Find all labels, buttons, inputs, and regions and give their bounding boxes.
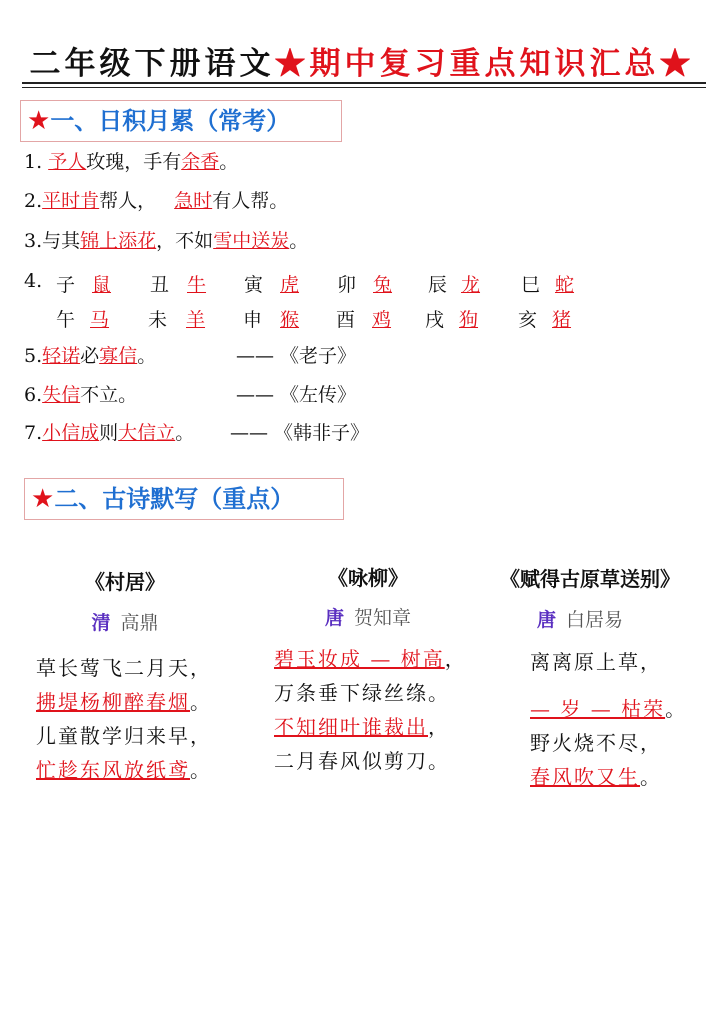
answer-blank: 予人 — [48, 151, 87, 173]
section-label: 一、日积月累（常考） — [50, 106, 291, 135]
answer-blank: 余香 — [181, 151, 220, 173]
saying-text: ，不如 — [156, 230, 214, 252]
poem-title: 《村居》 — [85, 570, 165, 594]
item-number: 7. — [24, 422, 43, 444]
answer-blank: 轻诺 — [42, 345, 81, 367]
answer-blank: 失信 — [42, 384, 81, 406]
quote-text: 则 — [99, 422, 119, 444]
poem-line — [36, 754, 212, 783]
zodiac-branch: 辰 — [428, 274, 448, 296]
saying-text: 玫瑰，手有 — [86, 151, 182, 173]
poem-line — [274, 643, 467, 672]
answer-blank: 大信立 — [118, 422, 176, 444]
answer-blank: 寡信 — [99, 345, 138, 367]
saying-text: 。 — [289, 230, 309, 252]
zodiac-animal: 兔 — [373, 274, 393, 296]
zodiac-animal: 牛 — [187, 274, 207, 296]
quote-text: 不立。 — [80, 384, 138, 406]
zodiac-animal: 猴 — [280, 309, 300, 331]
poem-line — [274, 711, 450, 740]
poem-punct: 。 — [190, 758, 212, 782]
zodiac-branch: 卯 — [337, 274, 357, 296]
item-number: 5. — [24, 345, 43, 367]
zodiac-branch: 午 — [56, 309, 76, 331]
quote-text: 必 — [80, 345, 100, 367]
answer-blank: — 岁 — 枯荣 — [530, 697, 666, 721]
zodiac-animal: 鼠 — [92, 274, 112, 296]
poem-line — [36, 686, 212, 715]
page-title — [0, 38, 724, 83]
answer-blank: 锦上添花 — [80, 230, 157, 252]
poem-author — [480, 605, 680, 632]
author-name: 白居易 — [566, 609, 624, 631]
zodiac-branch: 酉 — [336, 309, 356, 331]
zodiac-animal: 虎 — [280, 274, 300, 296]
saying-text: 有人帮。 — [212, 190, 289, 212]
quote-source: —— 《左传》 — [236, 384, 357, 406]
zodiac-animal: 蛇 — [555, 274, 575, 296]
answer-blank: 小信成 — [42, 422, 100, 444]
saying-text: 与其 — [42, 230, 81, 252]
zodiac-branch: 寅 — [244, 274, 264, 296]
poem-line: 万条垂下绿丝绦。 — [274, 681, 450, 705]
author-name: 高鼎 — [120, 612, 159, 634]
poem-punct: 。 — [665, 697, 688, 721]
zodiac-animal: 羊 — [186, 309, 206, 331]
dynasty: 清 — [91, 612, 111, 634]
poem-author — [268, 603, 468, 630]
zodiac-branch: 丑 — [150, 274, 170, 296]
answer-blank: 雪中送炭 — [213, 230, 290, 252]
star-icon: ★ — [27, 106, 51, 136]
author-name: 贺知章 — [354, 607, 412, 629]
saying-line-3 — [24, 229, 308, 253]
answer-blank: 平时肯 — [42, 190, 100, 212]
answer-blank: 拂堤杨柳醉春烟 — [36, 690, 190, 714]
section-label: 二、古诗默写（重点） — [54, 484, 295, 513]
zodiac-animal: 龙 — [461, 274, 481, 296]
saying-text: 。 — [219, 151, 239, 173]
poem-line — [530, 693, 687, 722]
zodiac-branch: 巳 — [521, 274, 541, 296]
dynasty: 唐 — [536, 609, 556, 631]
zodiac-animal: 鸡 — [372, 309, 392, 331]
title-rule-thin — [22, 87, 706, 88]
poem-line: 儿童散学归来早， — [36, 724, 212, 748]
saying-line-1 — [24, 150, 238, 174]
dynasty: 唐 — [324, 607, 344, 629]
quote-text: 。 — [137, 345, 157, 367]
zodiac-branch: 戌 — [425, 309, 445, 331]
title-rule-thick — [22, 82, 706, 84]
zodiac-animal: 猪 — [552, 309, 572, 331]
item-number: 6. — [24, 384, 43, 406]
quote-line-6 — [24, 383, 137, 407]
poem-line: 野火烧不尽， — [530, 731, 662, 755]
poem-title: 《咏柳》 — [328, 566, 408, 590]
answer-blank: 急时 — [174, 190, 213, 212]
answer-blank: 春风吹又生 — [530, 765, 640, 789]
poem-author — [30, 608, 220, 635]
answer-blank: 碧玉妆成 — 树高 — [274, 647, 445, 671]
poem-punct: ， — [444, 647, 467, 671]
poem-line: 离离原上草， — [530, 650, 662, 674]
quote-line-7 — [24, 421, 194, 445]
poem-line: 草长莺飞二月天， — [36, 656, 212, 680]
item-number: 4. — [24, 270, 43, 292]
poem-line — [530, 761, 662, 790]
quote-source: —— 《韩非子》 — [230, 422, 370, 444]
zodiac-animal: 马 — [90, 309, 110, 331]
zodiac-animal: 狗 — [459, 309, 479, 331]
star-icon: ★ — [31, 484, 55, 514]
item-number: 2. — [24, 190, 43, 212]
section-header-2 — [24, 478, 344, 520]
quote-line-5 — [24, 344, 156, 368]
saying-text: 帮人， — [99, 190, 157, 212]
answer-blank: 不知细叶谁裁出 — [274, 715, 428, 739]
zodiac-branch: 申 — [243, 309, 263, 331]
section-header-1 — [20, 100, 342, 142]
quote-text: 。 — [175, 422, 195, 444]
zodiac-branch: 亥 — [518, 309, 538, 331]
poem-punct: 。 — [190, 690, 212, 714]
zodiac-branch: 子 — [56, 274, 76, 296]
poem-punct: 。 — [640, 765, 662, 789]
poem-punct: ， — [428, 715, 450, 739]
quote-source: —— 《老子》 — [236, 345, 357, 367]
title-main: 二年级下册语文 — [29, 46, 275, 82]
answer-blank: 忙趁东风放纸鸢 — [36, 758, 190, 782]
item-number: 1. — [24, 151, 43, 173]
item-number: 3. — [24, 230, 43, 252]
title-highlight: ★期中复习重点知识汇总★ — [274, 46, 695, 82]
poem-line: 二月春风似剪刀。 — [274, 749, 450, 773]
saying-line-2 — [24, 189, 288, 213]
zodiac-branch: 未 — [148, 309, 168, 331]
poem-title: 《赋得古原草送别》 — [500, 567, 680, 591]
